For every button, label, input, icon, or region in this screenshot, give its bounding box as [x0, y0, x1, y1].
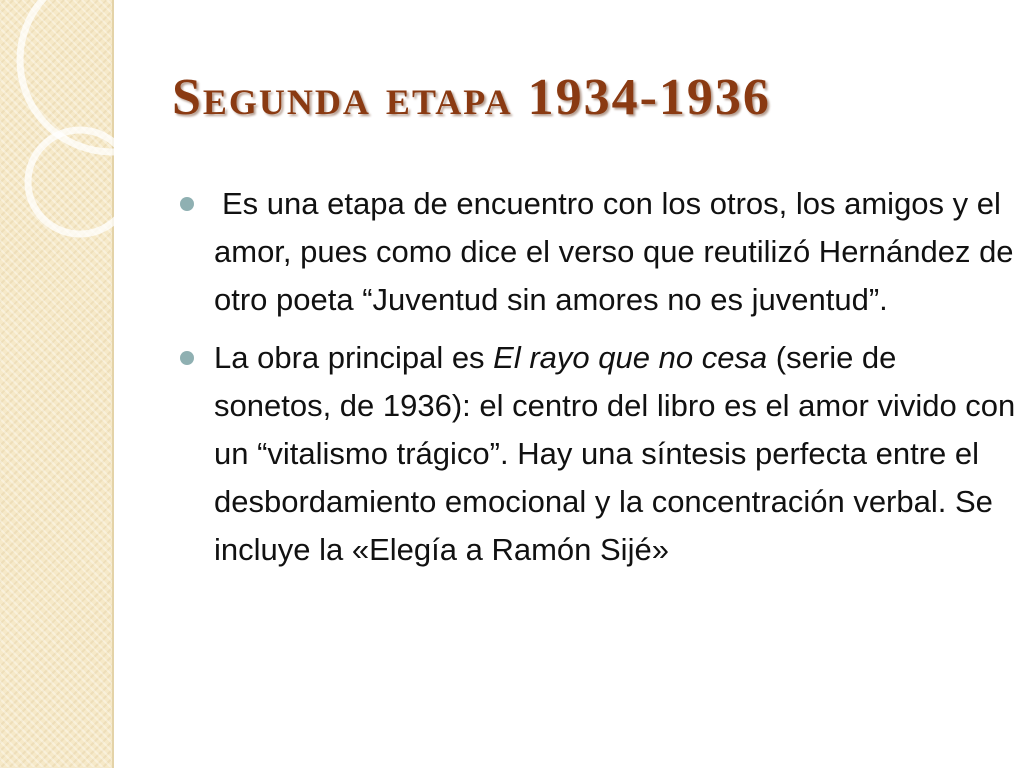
bullet-text-after: (serie de sonetos, de 1936): el centro del libro es el amor vivido con un “vitalismo trágico”. Hay una síntesis perfecta entre el desbordamiento emocional y la concentración verbal. Se incluye la «Elegía a Ramón Sijé» [214, 340, 1016, 567]
decorative-circles [0, 0, 180, 260]
deco-circle-large [20, 0, 180, 152]
bullet-dot-icon [180, 351, 194, 365]
slide-title: Segunda etapa 1934-1936 [172, 69, 771, 126]
bullet-text-before: La obra principal es [214, 340, 494, 375]
bullet-list [176, 180, 1016, 584]
book-title: El rayo que no cesa [493, 340, 768, 375]
bullet-item [176, 180, 1016, 324]
bullet-dot-icon [180, 197, 194, 211]
bullet-text: Es una etapa de encuentro con los otros, los amigos y el amor, pues como dice el verso que reutilizó Hernández de otro poeta “Juventud sin amores no es juventud”. [214, 186, 1014, 317]
bullet-item [176, 334, 1016, 574]
